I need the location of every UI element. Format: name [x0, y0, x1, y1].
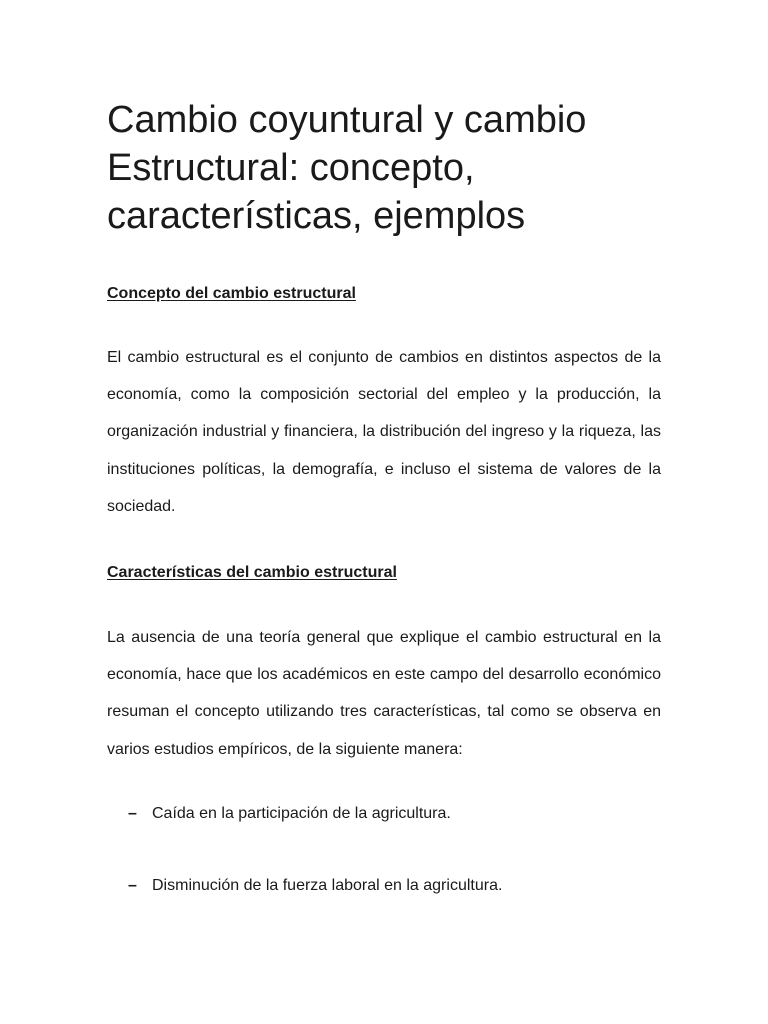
list-item	[128, 804, 688, 824]
dash-bullet-icon: –	[128, 877, 137, 894]
list-item-text: Caída en la participación de la agricultura.	[152, 805, 451, 822]
list-item	[128, 876, 688, 896]
section-heading-concepto: Concepto del cambio estructural	[107, 285, 356, 302]
list-item-text: Disminución de la fuerza laboral en la agricultura.	[152, 877, 503, 894]
document-title: Cambio coyuntural y cambio Estructural: concepto, características, ejemplos	[107, 99, 587, 237]
section-paragraph-concepto: El cambio estructural es el conjunto de cambios en distintos aspectos de la economía, como la composición sectorial del empleo y la producción, la organización industrial y financiera, la distribución del ingreso y la riqueza, las instituciones políticas, la demografía, e incluso el sistema de valores de la sociedad.	[107, 349, 661, 515]
section-heading-caracteristicas: Características del cambio estructural	[107, 564, 397, 581]
dash-bullet-icon: –	[128, 805, 137, 822]
section-paragraph-caracteristicas: La ausencia de una teoría general que explique el cambio estructural en la economía, hace que los académicos en este campo del desarrollo económico resuman el concepto utilizando tres características, tal como se observa en varios estudios empíricos, de la siguiente manera:	[107, 629, 661, 758]
